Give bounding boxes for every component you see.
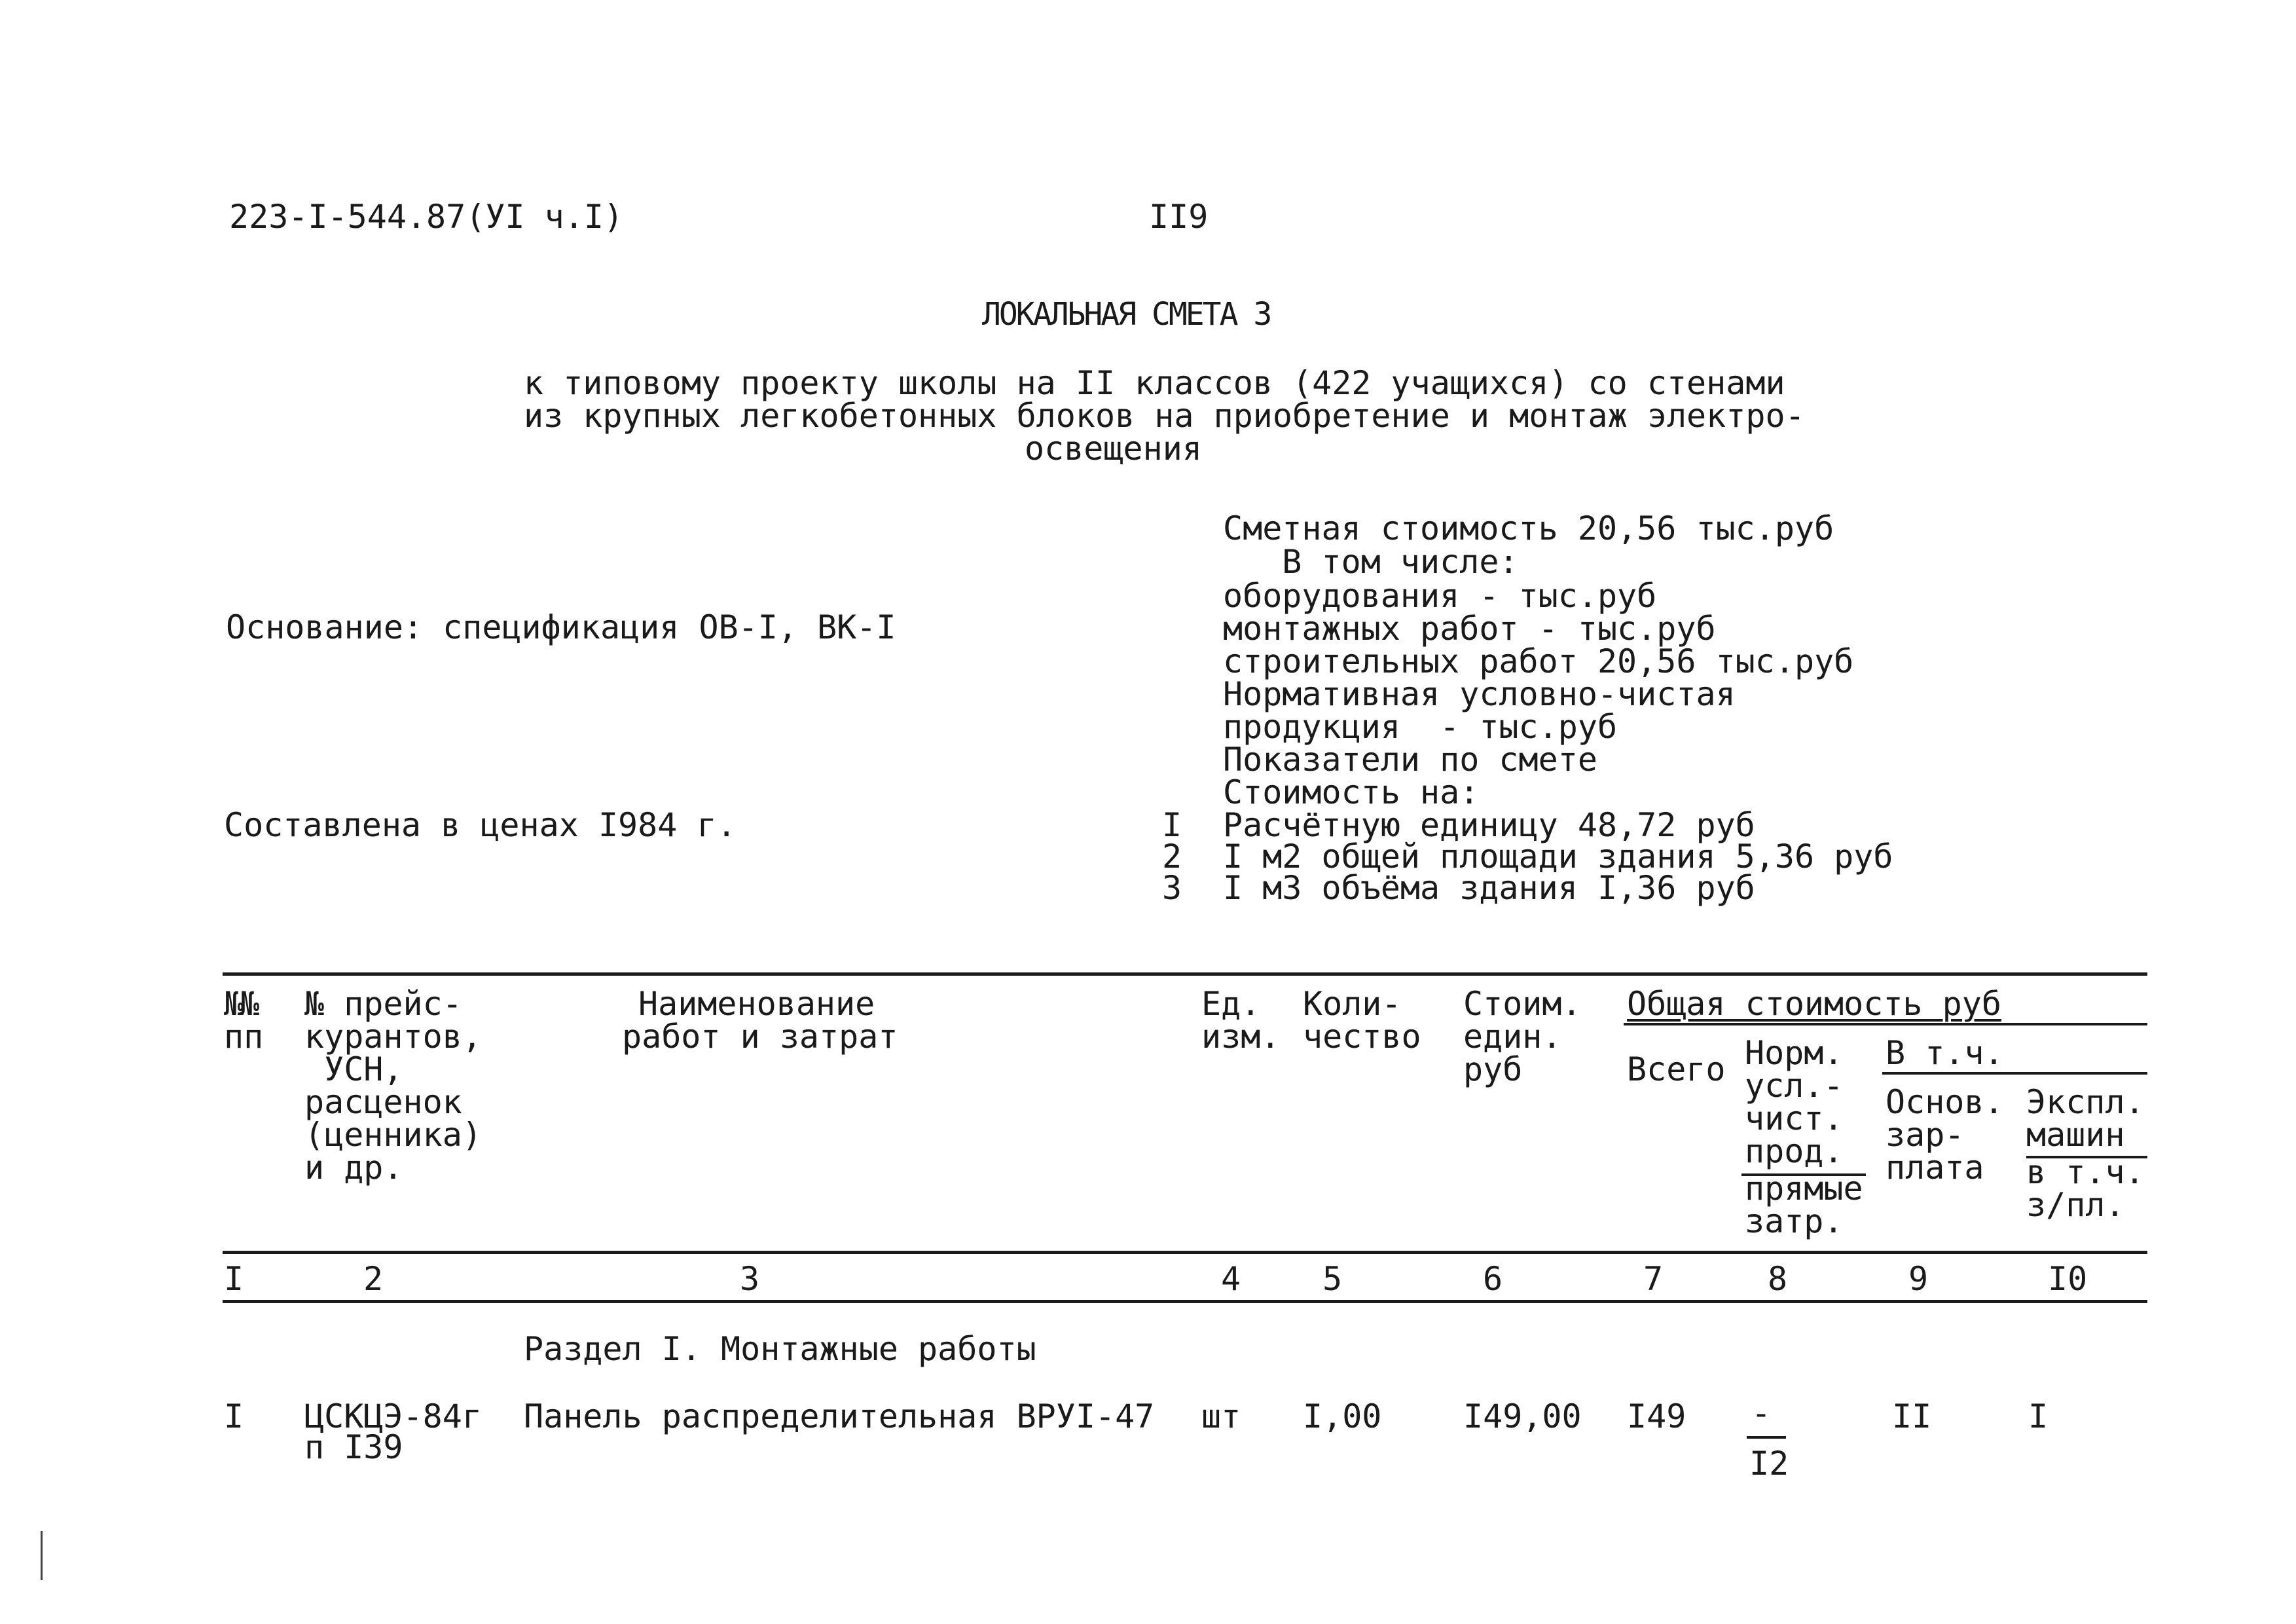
column-number: 5 — [1322, 1260, 1343, 1298]
col2-header: УСН, — [304, 1050, 403, 1088]
col6-header: руб — [1463, 1050, 1523, 1088]
summary-line: строительных работ 20,56 тыс.руб — [1223, 642, 1854, 680]
col2-header: № прейс- — [304, 985, 462, 1023]
col3-header: Наименование — [638, 985, 875, 1023]
indicator-text: I м3 объёма здания I,36 руб — [1223, 869, 1755, 907]
col9-header: зар- — [1886, 1116, 1965, 1154]
row-total: I49 — [1627, 1397, 1686, 1435]
col10-header: в т.ч. — [2026, 1153, 2145, 1191]
page-number: II9 — [1149, 198, 1209, 236]
col1-header: №№ — [224, 985, 256, 1023]
col1-header: пп — [224, 1018, 264, 1056]
col6-header: един. — [1463, 1018, 1562, 1056]
indicator-number: 2 — [1162, 838, 1182, 876]
row-quantity: I,00 — [1303, 1397, 1382, 1435]
column-number: 8 — [1768, 1260, 1788, 1298]
col5-header: чество — [1303, 1018, 1421, 1056]
col4-header: Ед. — [1201, 985, 1261, 1023]
col5-header: Коли- — [1303, 985, 1402, 1023]
row-number: I — [224, 1397, 244, 1435]
indicator-text: I м2 общей площади здания 5,36 руб — [1223, 838, 1893, 876]
summary-line: продукция - тыс.руб — [1223, 708, 1618, 746]
column-numbers-rule — [223, 1300, 2147, 1303]
col2-header: (ценника) — [304, 1116, 482, 1154]
summary-line: Стоимость на: — [1223, 773, 1480, 811]
row-name: Панель распределительная ВРУI-47 — [524, 1397, 1155, 1435]
indicator-number: I — [1162, 806, 1182, 844]
incl-group-header: В т.ч. — [1886, 1034, 2004, 1072]
summary-line: Показатели по смете — [1223, 741, 1597, 779]
margin-mark — [41, 1531, 43, 1580]
col7-header: Всего — [1627, 1050, 1726, 1088]
price-year-note: Составлена в ценах I984 г. — [224, 806, 737, 844]
col8-header: Норм. — [1745, 1034, 1844, 1072]
col3-header: работ и затрат — [622, 1018, 898, 1056]
indicator-text: Расчётную единицу 48,72 руб — [1223, 806, 1755, 844]
col4-header: изм. — [1201, 1018, 1281, 1056]
subtitle-line-1: к типовому проекту школы на II классов (422 учащихся) со стенами — [524, 364, 1785, 402]
col8-header: чист. — [1745, 1099, 1844, 1137]
row-machines: I — [2028, 1397, 2049, 1435]
subtitle-line-2: из крупных легкобетонных блоков на приобретение и монтаж электро- — [524, 397, 1805, 435]
row-wages: II — [1892, 1397, 1932, 1435]
summary-line: Нормативная условно-чистая — [1223, 675, 1736, 713]
summary-line: оборудования - тыс.руб — [1223, 577, 1657, 615]
col10-header: з/пл. — [2026, 1186, 2125, 1224]
col10-header: машин — [2026, 1116, 2125, 1154]
col9-header: плата — [1886, 1149, 1984, 1187]
col2-header: расценок — [304, 1083, 462, 1121]
col2-header: и др. — [304, 1149, 403, 1187]
col8-header: прямые — [1745, 1170, 1863, 1208]
header-bottom-rule — [223, 1251, 2147, 1254]
col8-header: усл.- — [1745, 1067, 1844, 1105]
row-code: п I39 — [304, 1428, 403, 1466]
row-unit: шт — [1201, 1397, 1241, 1435]
total-group-rule — [1624, 1023, 2147, 1025]
indicator-number: 3 — [1162, 869, 1182, 907]
col8-header: затр. — [1745, 1202, 1844, 1240]
column-number: I0 — [2048, 1260, 2088, 1298]
col8-header: прод. — [1745, 1132, 1844, 1170]
summary-line: монтажных работ - тыс.руб — [1223, 610, 1716, 648]
column-number: 4 — [1221, 1260, 1241, 1298]
total-group-header: Общая стоимость руб — [1627, 985, 2001, 1023]
estimate-title: ЛОКАЛЬНАЯ СМЕТА 3 — [982, 296, 1271, 333]
column-number: 9 — [1908, 1260, 1929, 1298]
column-number: 3 — [740, 1260, 760, 1298]
summary-line: Сметная стоимость 20,56 тыс.руб — [1223, 509, 1834, 547]
row-norm-bottom: I2 — [1749, 1445, 1789, 1483]
subtitle-line-3: освещения — [1025, 430, 1202, 468]
column-number: 6 — [1483, 1260, 1503, 1298]
summary-line: В том числе: — [1223, 543, 1519, 581]
basis-note: Основание: спецификация ОВ-I, ВК-I — [226, 608, 896, 646]
column-number: I — [224, 1260, 244, 1298]
column-number: 2 — [363, 1260, 384, 1298]
col10-header: Экспл. — [2026, 1083, 2145, 1121]
row-code: ЦСКЦЭ-84г — [304, 1397, 482, 1435]
col9-header: Основ. — [1886, 1083, 2004, 1121]
row-norm-divider — [1747, 1436, 1786, 1439]
col6-header: Стоим. — [1463, 985, 1582, 1023]
document-code: 223-I-544.87(УI ч.I) — [229, 198, 624, 236]
row-norm-top: - — [1751, 1394, 1772, 1432]
table-top-rule — [223, 972, 2147, 976]
column-number: 7 — [1643, 1260, 1664, 1298]
col2-header: курантов, — [304, 1018, 482, 1056]
row-unit-cost: I49,00 — [1463, 1397, 1582, 1435]
section-title: Раздел I. Монтажные работы — [524, 1330, 1036, 1368]
incl-group-rule — [1882, 1072, 2147, 1075]
